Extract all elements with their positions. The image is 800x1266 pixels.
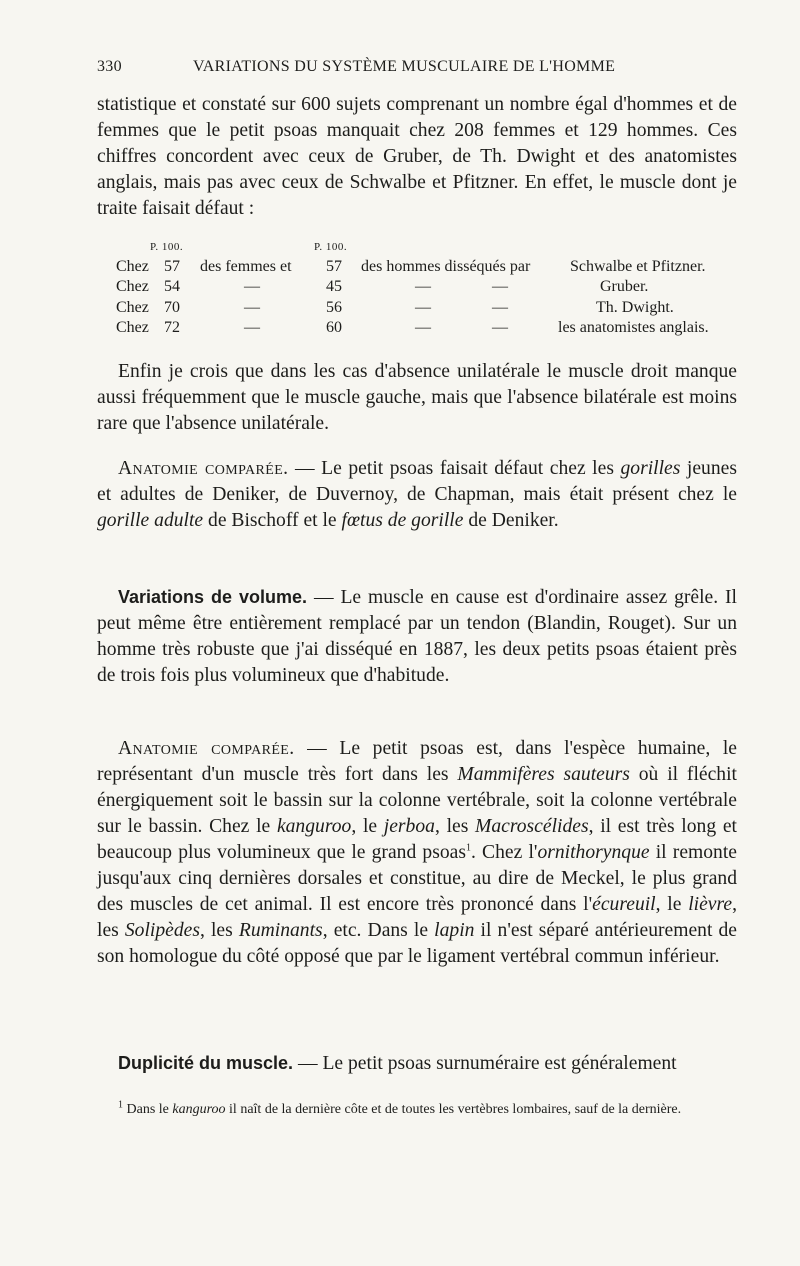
table-cell-source: Th. Dwight. (596, 299, 674, 316)
italic-term: écureuil (592, 894, 656, 915)
footnote-reference[interactable]: 1 (465, 842, 471, 854)
italic-term: Macroscélides (475, 816, 589, 837)
table-cell-men-label: — (415, 319, 431, 336)
italic-term: jerboa (383, 816, 435, 837)
table-cell-women-pct: 70 (164, 299, 180, 316)
paragraph-statistics (97, 92, 737, 222)
italic-term: gorilles (620, 458, 681, 479)
table-cell-women-label: — (244, 278, 260, 295)
table-cell-men-label: — (415, 278, 431, 295)
table-cell-chez: Chez (116, 299, 149, 316)
italic-term: Solipèdes (124, 920, 200, 941)
table-header-women-pct: P. 100. (150, 241, 184, 253)
table-cell-men-pct: 56 (326, 299, 342, 316)
running-title: VARIATIONS DU SYSTÈME MUSCULAIRE DE L'HOMME (193, 58, 616, 75)
table-cell-chez: Chez (116, 278, 149, 295)
section-heading: Anatomie comparée. (118, 738, 295, 759)
paragraph-text: statistique et constaté sur 600 sujets comprenant un nombre égal d'hommes et de femmes que le petit psoas manquait chez 208 femmes et 129 hommes. Ces chiffres concordent avec ceux de Gruber, de Th. Dwight et des anatomistes anglais, mais pas avec ceux de Schwalbe et Pfitzner. En effet, le muscle dont je traite faisait défaut : (97, 94, 737, 219)
italic-term: Ruminants (238, 920, 323, 941)
paragraph-text: Enfin je crois que dans les cas d'absence unilatérale le muscle droit manque aussi fréquemment que le muscle gauche, mais que l'absence bilatérale est moins rare que l'absence unilatérale. (97, 361, 737, 434)
section-heading: Duplicité du muscle. (118, 1053, 294, 1073)
section-heading: Anatomie comparée. (118, 458, 289, 479)
italic-term: lapin (434, 920, 475, 941)
table-cell-men-label-2: — (492, 319, 508, 336)
table-cell-men-label-2: — (492, 299, 508, 316)
paragraph-anatomie-comparee-1: Anatomie comparée. — Le petit psoas faisait défaut chez les gorilles jeunes et adultes de Deniker, de Duvernoy, de Chapman, mais était présent chez le gorille adulte de Bischoff et le fœtus de gorille de Deniker. (97, 458, 737, 531)
paragraph-variations-volume: Variations de volume. — Le muscle en cause est d'ordinaire assez grêle. Il peut même être entièrement remplacé par un tendon (Blandin, Rouget). Sur un homme très robuste que j'ai disséqué en 1887, les deux petits psoas étaient près de trois fois plus volumineux que d'habitude. (97, 587, 737, 686)
table-cell-women-pct: 54 (164, 278, 180, 295)
italic-term: gorille adulte (97, 510, 204, 531)
italic-term: Mammifères sauteurs (457, 764, 630, 785)
paragraph-anatomie-comparee-2: Anatomie comparée. — Le petit psoas est, dans l'espèce humaine, le représentant d'un muscle très fort dans les Mammifères sauteurs où il fléchit énergiquement soit le bassin sur la colonne vertébrale, soit la colonne vertébrale sur le bassin. Chez le kanguroo, le jerboa, les Macroscélides, il est très long et beaucoup plus volumineux que le grand psoas$^1$. Chez l'ornithorynque il remonte jusqu'aux cinq dernières dorsales et constitue, au dire de Meckel, le plus grand des muscles de cet animal. Il est encore très prononcé dans l'écureuil, le lièvre, les Solipèdes, les Ruminants, etc. Dans le lapin il n'est séparé antérieurement de son homologue du côté opposé que par le ligament vertébral commun inférieur. (97, 738, 737, 967)
paragraph-duplicite: Duplicité du muscle. — Le petit psoas surnuméraire est généralement (118, 1053, 677, 1074)
table-cell-women-label: — (244, 319, 260, 336)
italic-term: kanguroo (276, 816, 352, 837)
table-cell-source: Gruber. (600, 278, 649, 295)
table-cell-chez: Chez (116, 319, 149, 336)
table-header-men-pct: P. 100. (314, 241, 348, 253)
table-cell-men-pct: 45 (326, 278, 342, 295)
table-cell-men-label: — (415, 299, 431, 316)
table-cell-women-label: des femmes et (200, 258, 292, 275)
table-cell-men-label: des hommes disséqués par (361, 258, 531, 275)
table-cell-men-pct: 57 (326, 258, 342, 275)
table-cell-source: les anatomistes anglais. (558, 319, 709, 336)
table-cell-women-pct: 72 (164, 319, 180, 336)
table-cell-men-pct: 60 (326, 319, 342, 336)
table-cell-source: Schwalbe et Pfitzner. (570, 258, 706, 275)
italic-term: ornithorynque (537, 842, 650, 863)
italic-term: lièvre (688, 894, 733, 915)
italic-term: fœtus de gorille (341, 510, 464, 531)
table-cell-chez: Chez (116, 258, 149, 275)
footnote: $^1$ Dans le kanguroo il naît de la dernière côte et de toutes les vertèbres lombaires, sauf de la dernière. (118, 1099, 682, 1117)
section-heading: Variations de volume. (118, 587, 308, 607)
table-cell-women-pct: 57 (164, 258, 180, 275)
italic-term: kanguroo (172, 1102, 226, 1117)
paragraph-absence (97, 359, 737, 437)
footnote-marker: 1 (118, 1099, 123, 1111)
table-cell-men-label-2: — (492, 278, 508, 295)
table-cell-women-label: — (244, 299, 260, 316)
page-number: 330 (97, 58, 122, 75)
